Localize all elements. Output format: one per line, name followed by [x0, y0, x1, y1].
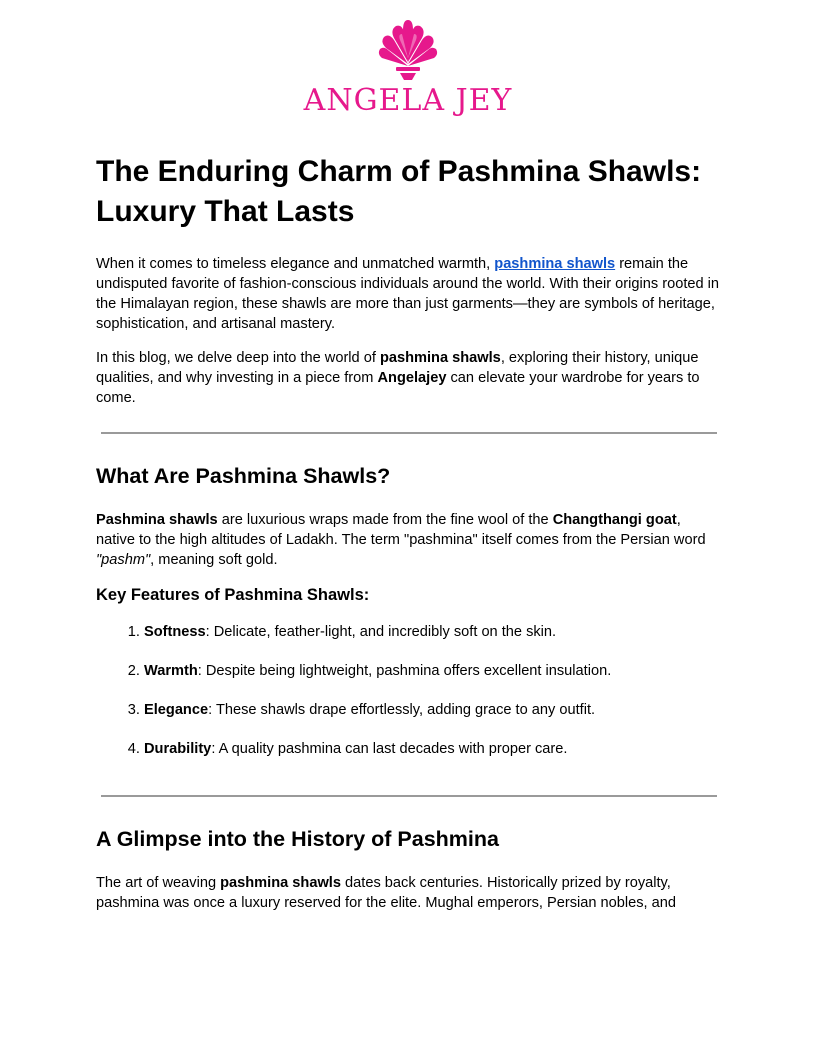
- list-item: 3. Elegance: These shawls drape effortlessly, adding grace to any outfit.: [144, 700, 721, 720]
- page-title: The Enduring Charm of Pashmina Shawls: Luxury That Lasts: [96, 155, 702, 228]
- brand-logo: [0, 18, 816, 118]
- history-paragraph: The art of weaving pashmina shawls dates back centuries. Historically prized by royalty, pashmina was once a luxury reserved for the elite. Mughal emperors, Persian nobles, and: [96, 875, 677, 911]
- intro-paragraph-2: In this blog, we delve deep into the world of pashmina shawls, exploring their history, unique qualities, and why investing in a piece from Angelajey can elevate your wardrobe for years to come.: [96, 350, 700, 406]
- article: [96, 152, 721, 927]
- key-features-heading: Key Features of Pashmina Shawls:: [96, 586, 370, 604]
- definition-paragraph: Pashmina shawls are luxurious wraps made from the fine wool of the Changthangi goat, native to the high altitudes of Ladakh. The term "pashmina" itself comes from the Persian word "pashm", meaning soft gold.: [96, 512, 706, 568]
- list-item: 1. Softness: Delicate, feather-light, and incredibly soft on the skin.: [144, 622, 721, 642]
- features-list: [96, 622, 721, 759]
- section-heading-history: A Glimpse into the History of Pashmina: [96, 827, 499, 851]
- intro-paragraph-1: When it comes to timeless elegance and unmatched warmth, pashmina shawls remain the undisputed favorite of fashion-conscious individuals around the world. With their origins rooted in the Himalayan region, these shawls are more than just garments—they are symbols of heritage, sophistication, and artisanal mastery.: [96, 256, 720, 332]
- shell-fan-icon: [376, 18, 440, 82]
- section-heading-what-are: What Are Pashmina Shawls?: [96, 464, 391, 488]
- section-divider: [101, 432, 717, 434]
- section-divider: [101, 795, 717, 797]
- pashmina-shawls-link[interactable]: pashmina shawls: [494, 256, 616, 272]
- brand-name: ANGELA JEY: [303, 83, 513, 118]
- list-item: 2. Warmth: Despite being lightweight, pashmina offers excellent insulation.: [144, 661, 721, 681]
- list-item: 4. Durability: A quality pashmina can last decades with proper care.: [144, 739, 721, 759]
